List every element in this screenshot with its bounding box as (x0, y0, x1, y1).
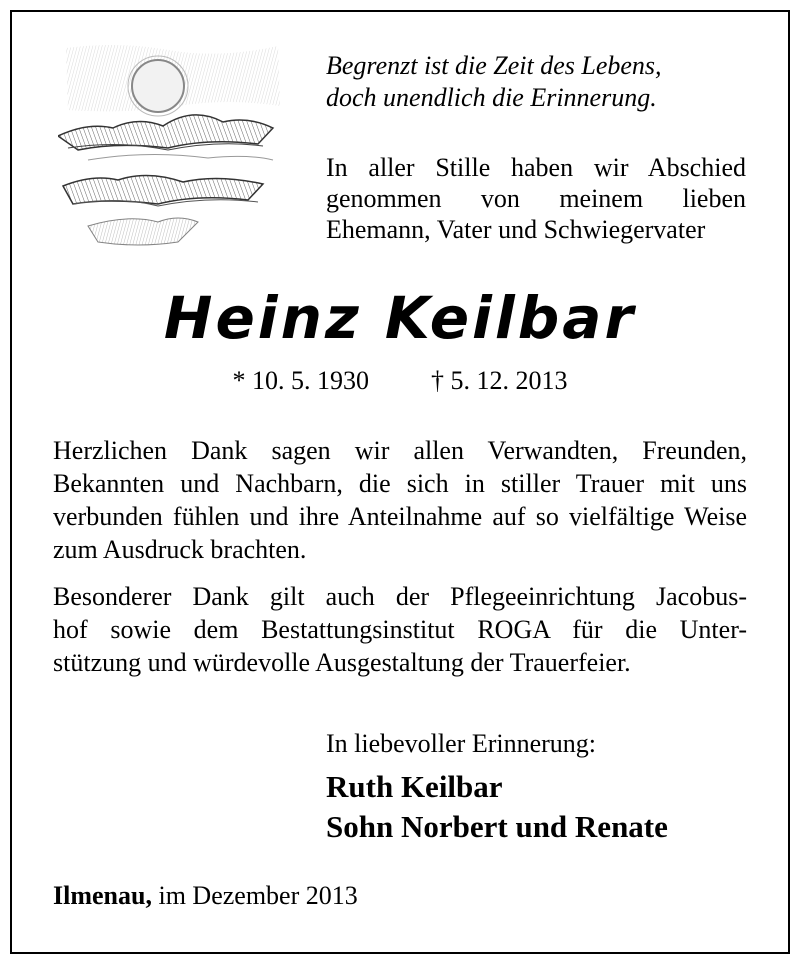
signer-2: Sohn Norbert und Renate (326, 809, 668, 844)
birth-date: * 10. 5. 1930 (232, 366, 369, 395)
thanks-paragraph-1: Herzlichen Dank sagen wir allen Verwandten, Freunden, Bekannten und Nachbarn, die sich in stiller Trauer mit uns verbunden fühlen und ihre Anteilnahme auf so vielfältige Weise zum Ausdruck brachten. (53, 436, 747, 564)
motto (326, 50, 756, 114)
place: Ilmenau, (53, 881, 152, 910)
deceased-name: Heinz Keilbar (163, 284, 637, 352)
thanks-paragraph-2-line: hof sowie dem Bestattungsinstitut ROGA für die Unter- (53, 615, 747, 644)
date: im Dezember 2013 (158, 881, 358, 910)
thanks-paragraph-2-line: stützung und würdevolle Ausgestaltung der Trauerfeier. (53, 648, 631, 677)
moon-over-hills-illustration (58, 36, 284, 254)
motto-line-2: doch unendlich die Erinnerung. (326, 83, 657, 112)
thanks-paragraph-2-line: Besonderer Dank gilt auch der Pflegeeinrichtung Jacobus- (53, 582, 747, 611)
motto-line-1: Begrenzt ist die Zeit des Lebens, (326, 51, 662, 80)
place-date (53, 880, 358, 912)
intro-text: In aller Stille haben wir Abschied genommen von meinem lieben Ehemann, Vater und Schwiegervater (326, 153, 746, 244)
signer-1: Ruth Keilbar (326, 769, 503, 804)
death-date: † 5. 12. 2013 (431, 366, 568, 395)
life-dates (0, 366, 800, 396)
thanks-paragraph-2 (53, 580, 747, 679)
closing-line: In liebevoller Erinnerung: (326, 729, 597, 758)
